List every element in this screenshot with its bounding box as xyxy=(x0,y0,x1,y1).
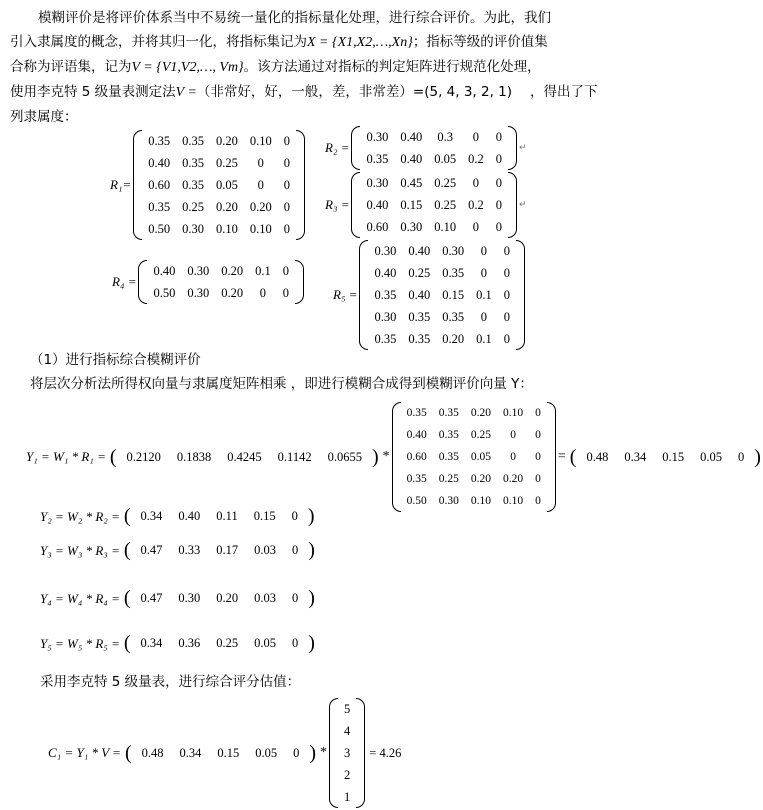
equation-y5-lhs: Y₅ = W₅ * R₅ = xyxy=(40,635,120,651)
matrix-cell: 0 xyxy=(480,265,488,280)
intro-text-2a: 引入隶属度的概念，并将其归一化，将指标集记为 xyxy=(10,34,307,50)
y4-value: 0.47 xyxy=(140,591,163,605)
weight-vector-w1: ( 0.2120 0.1838 0.4245 0.1142 0.0655 ) xyxy=(109,445,379,468)
matrix-cell: 0.40 xyxy=(408,243,431,258)
matrix-row xyxy=(368,240,516,262)
matrix-r4-table xyxy=(147,260,295,304)
matrix-r1-table xyxy=(401,402,547,512)
matrix-cell: 0 xyxy=(535,451,541,463)
matrix-cell: 0.35 xyxy=(182,155,204,170)
y1-value: 0 xyxy=(737,449,745,464)
matrix-row xyxy=(401,446,547,468)
matrix-cell: 0.60 xyxy=(406,451,427,463)
matrix-cell: 0.30 xyxy=(374,309,397,324)
matrix-cell: 0.35 xyxy=(438,407,459,419)
matrix-cell: 0.30 xyxy=(187,285,210,300)
matrix-r3-body xyxy=(351,172,517,238)
column-vector-table xyxy=(338,698,356,808)
intro-text-2b: ；指标等级的评价值集 xyxy=(412,34,548,50)
matrix-cell: 0.35 xyxy=(406,473,427,485)
matrix-cell: 0 xyxy=(472,175,480,190)
matrix-cell: 0 xyxy=(472,219,480,234)
y2-value: 0.15 xyxy=(253,509,276,523)
w1-value: 0.1838 xyxy=(176,449,212,464)
intro-paragraph xyxy=(10,6,650,129)
matrix-cell: 0.3 xyxy=(437,129,453,144)
matrix-cell: 0 xyxy=(495,151,502,166)
y3-value: 0.33 xyxy=(178,543,201,557)
w1-value: 0.4245 xyxy=(227,449,262,464)
matrix-cell: 0.35 xyxy=(182,133,204,148)
matrix-cell: 0.2 xyxy=(468,197,484,212)
matrix-cell: 0 xyxy=(535,473,541,485)
y4-value: 0.20 xyxy=(216,591,239,605)
matrix-cell: 0.25 xyxy=(470,429,491,441)
y3-value: 0 xyxy=(292,543,299,557)
y5-value: 0.05 xyxy=(254,636,277,650)
matrix-r3 xyxy=(325,172,527,238)
y4-value: 0.03 xyxy=(254,591,277,605)
matrix-cell: 0.10 xyxy=(249,133,272,148)
matrix-cell: 0 xyxy=(503,309,510,324)
matrix-cell: 0.35 xyxy=(406,407,427,419)
matrix-row xyxy=(401,424,547,446)
matrix-cell: 0.35 xyxy=(374,287,397,302)
matrix-row xyxy=(360,216,508,238)
row-vector-y1: ( 0.48 0.34 0.15 0.05 0 ) xyxy=(124,741,317,764)
intro-line-3 xyxy=(10,55,650,80)
multiply-operator: * xyxy=(320,745,328,760)
equation-y1-lhs: Y₁ = W₁ * R₁ = xyxy=(26,449,106,464)
matrix-cell: 0.35 xyxy=(148,133,171,148)
matrix-cell: 0.35 xyxy=(438,429,459,441)
matrix-r3-table xyxy=(360,172,508,238)
matrix-cell: 0 xyxy=(510,429,516,441)
y1-value: 0.05 xyxy=(700,449,722,464)
matrix-cell: 0 xyxy=(495,197,502,212)
matrix-r2-body xyxy=(351,126,517,170)
result-vector-y1: ( 0.48 0.34 0.15 0.05 0 ) xyxy=(569,445,761,468)
return-mark-icon: ↵ xyxy=(518,143,527,153)
matrix-cell: 0.1 xyxy=(476,331,492,346)
equation-c1-lhs: C₁ = Y₁ * V = xyxy=(48,745,121,760)
matrix-row xyxy=(147,282,295,304)
matrix-r2-label: R₂ = xyxy=(325,140,350,155)
matrix-cell: 0 xyxy=(472,129,480,144)
matrix-cell: 0.35 xyxy=(442,309,465,324)
matrix-cell: 0.30 xyxy=(187,263,210,278)
matrix-cell: 0.25 xyxy=(408,265,431,280)
multiply-operator: * xyxy=(382,449,390,464)
matrix-cell: 0.35 xyxy=(442,265,465,280)
result-vector-y5: ( 0.34 0.36 0.25 0.05 0 ) xyxy=(123,632,315,654)
matrix-cell: 0 xyxy=(283,221,290,236)
matrix-cell: 0 xyxy=(535,495,541,507)
c1-row-value: 0.15 xyxy=(217,745,240,760)
matrix-r5 xyxy=(333,240,525,350)
y4-value: 0 xyxy=(292,591,299,605)
matrix-cell: 0 xyxy=(283,155,290,170)
return-mark-icon: ↵ xyxy=(518,200,527,210)
equation-y2-lhs: Y₂ = W₂ * R₂ = xyxy=(40,508,120,524)
matrix-cell: 0.40 xyxy=(153,263,176,278)
matrix-cell: 0.20 xyxy=(215,199,238,214)
matrix-cell: 0.30 xyxy=(400,219,423,234)
y3-value: 0.47 xyxy=(140,543,163,557)
index-set-formula: X = {X1,X2,…,Xn} xyxy=(307,35,413,50)
matrix-cell: 0.25 xyxy=(434,197,457,212)
matrix-cell: 0.30 xyxy=(366,175,389,190)
intro-text-5: 列隶属度： xyxy=(10,109,78,125)
comment-set-formula: V = {V1,V2,…, Vm} xyxy=(131,60,244,75)
matrix-cell: 0.20 xyxy=(442,331,465,346)
matrix-cell: 0.2 xyxy=(468,151,484,166)
matrix-cell: 0 xyxy=(503,287,510,302)
matrix-row xyxy=(147,260,295,282)
matrix-cell: 0.10 xyxy=(470,495,491,507)
matrix-cell: 0.30 xyxy=(442,243,465,258)
equals-operator: = xyxy=(557,449,566,464)
equation-y1 xyxy=(26,402,763,512)
matrix-cell: 0 xyxy=(282,285,289,300)
column-vector-v xyxy=(329,698,365,808)
c1-row-value: 0.05 xyxy=(255,745,278,760)
v-value: 1 xyxy=(344,789,351,804)
intro-text-4a: 使用李克特 5 级量表测定法 xyxy=(10,84,176,100)
section-2 xyxy=(10,670,650,694)
matrix-cell: 0.50 xyxy=(148,221,171,236)
matrix-row xyxy=(368,262,516,284)
intro-line-2 xyxy=(10,30,650,55)
c1-row-value: 0.34 xyxy=(179,745,202,760)
y4-value: 0.30 xyxy=(178,591,201,605)
matrix-cell: 0.40 xyxy=(406,429,427,441)
matrix-row xyxy=(401,468,547,490)
matrix-cell: 0.20 xyxy=(470,407,491,419)
matrix-cell: 0.35 xyxy=(374,331,397,346)
w1-value: 0.1142 xyxy=(277,449,312,464)
matrix-r1 xyxy=(110,130,305,240)
matrix-cell: 0.20 xyxy=(215,133,238,148)
matrix-row xyxy=(142,130,296,152)
matrix-r4-label: R₄ = xyxy=(112,274,137,289)
matrix-cell: 0 xyxy=(259,285,267,300)
matrix-cell: 0 xyxy=(283,177,290,192)
result-vector-y4: ( 0.47 0.30 0.20 0.03 0 ) xyxy=(123,587,315,609)
section-1 xyxy=(10,348,650,396)
y1-value: 0.34 xyxy=(624,449,647,464)
y5-value: 0 xyxy=(292,636,299,650)
matrix-cell: 0.30 xyxy=(374,243,397,258)
matrix-r1-table xyxy=(142,130,296,240)
matrix-cell: 0 xyxy=(257,177,264,192)
matrix-cell: 0.45 xyxy=(400,175,423,190)
c1-result: = 4.26 xyxy=(369,745,402,760)
intro-text-3b: 。该方法通过对指标的判定矩阵进行规范化处理， xyxy=(243,59,541,75)
matrix-r5-body xyxy=(359,240,525,350)
y1-value: 0.15 xyxy=(662,449,685,464)
matrix-cell: 0.05 xyxy=(470,451,491,463)
matrix-row xyxy=(360,126,508,148)
matrix-cell: 0.30 xyxy=(438,495,459,507)
matrix-cell: 0 xyxy=(495,175,502,190)
matrix-cell: 0 xyxy=(495,219,502,234)
matrix-cell: 0.40 xyxy=(408,287,431,302)
matrix-cell: 0.40 xyxy=(400,151,423,166)
matrix-cell: 0 xyxy=(480,309,488,324)
matrix-r2 xyxy=(325,126,527,170)
matrix-cell: 0 xyxy=(282,263,289,278)
matrix-r5-label: R₅ = xyxy=(333,287,358,302)
matrix-row xyxy=(360,172,508,194)
matrix-cell: 0.1 xyxy=(476,287,492,302)
intro-text-1: 模糊评价是将评价体系当中不易统一量化的指标量化处理，进行综合评价。为此，我们 xyxy=(38,10,551,26)
matrix-r4-body xyxy=(138,260,304,304)
equation-y2 xyxy=(40,505,317,528)
matrix-cell: 0.10 xyxy=(503,407,524,419)
result-vector-y2: ( 0.34 0.40 0.11 0.15 0 ) xyxy=(123,505,315,527)
matrix-row xyxy=(360,194,508,216)
matrix-r1-body xyxy=(133,130,305,240)
matrix-cell: 0.35 xyxy=(438,451,459,463)
y2-value: 0.34 xyxy=(140,509,163,523)
matrix-cell: 0.40 xyxy=(374,265,397,280)
equation-y4 xyxy=(40,587,317,610)
matrix-cell: 0.40 xyxy=(148,155,171,170)
equation-y5 xyxy=(40,632,317,655)
matrix-cell: 0.30 xyxy=(182,221,204,236)
y2-value: 0.40 xyxy=(178,509,201,523)
intro-line-4 xyxy=(10,80,650,105)
matrix-cell: 0 xyxy=(283,199,290,214)
y1-value: 0.48 xyxy=(586,449,609,464)
matrix-cell: 0 xyxy=(535,429,541,441)
matrix-cell: 0.40 xyxy=(400,129,423,144)
matrix-cell: 0.15 xyxy=(442,287,465,302)
equation-c1 xyxy=(48,698,401,808)
matrix-cell: 0 xyxy=(503,243,510,258)
intro-text-3a: 合称为评语集，记为 xyxy=(10,59,132,75)
matrix-cell: 0 xyxy=(283,133,290,148)
matrix-r5-table xyxy=(368,240,516,350)
matrix-r4 xyxy=(112,260,304,304)
y3-value: 0.03 xyxy=(254,543,277,557)
matrix-cell: 0.10 xyxy=(434,219,457,234)
matrix-cell: 0.35 xyxy=(366,151,389,166)
equation-y4-lhs: Y₄ = W₄ * R₄ = xyxy=(40,590,120,606)
matrix-cell: 0.25 xyxy=(182,199,204,214)
w1-value: 0.0655 xyxy=(327,449,362,464)
matrix-cell: 0.20 xyxy=(249,199,272,214)
matrix-cell: 0.25 xyxy=(438,473,459,485)
matrix-cell: 0.50 xyxy=(153,285,176,300)
y3-value: 0.17 xyxy=(216,543,239,557)
section-1-text: 将层次分析法所得权向量与隶属度矩阵相乘 ，即进行模糊合成得到模糊评价向量 Y： xyxy=(30,376,533,392)
matrix-cell: 0.50 xyxy=(406,495,427,507)
matrix-cell: 0.1 xyxy=(255,263,271,278)
matrix-cell: 0.10 xyxy=(503,495,524,507)
matrix-cell: 0.60 xyxy=(366,219,389,234)
c1-row-value: 0.48 xyxy=(141,745,164,760)
matrix-row xyxy=(142,218,296,240)
matrix-r2-table xyxy=(360,126,508,170)
matrix-row xyxy=(368,328,516,350)
v-value: 5 xyxy=(344,701,351,716)
intro-text-4c: ，得出了下 xyxy=(530,84,598,100)
w1-value: 0.2120 xyxy=(126,449,161,464)
matrix-cell: 0.40 xyxy=(366,197,389,212)
matrix-row xyxy=(401,490,547,512)
y5-value: 0.34 xyxy=(140,636,163,650)
matrix-row xyxy=(360,148,508,170)
matrix-cell: 0 xyxy=(535,407,541,419)
matrix-cell: 0.15 xyxy=(400,197,423,212)
matrix-r1-label: R₁= xyxy=(110,177,132,192)
v-value: 2 xyxy=(344,767,351,782)
matrix-cell: 0.10 xyxy=(249,221,272,236)
matrix-row xyxy=(401,402,547,424)
matrix-cell: 0.20 xyxy=(470,473,491,485)
matrix-cell: 0.25 xyxy=(215,155,238,170)
y2-value: 0 xyxy=(291,509,298,523)
y5-value: 0.36 xyxy=(178,636,201,650)
matrix-cell: 0.10 xyxy=(215,221,238,236)
equation-y3-lhs: Y₃ = W₃ * R₃ = xyxy=(40,542,120,558)
matrix-cell: 0.20 xyxy=(221,285,244,300)
matrix-cell: 0.25 xyxy=(434,175,457,190)
matrix-cell: 0.35 xyxy=(408,309,431,324)
section-1-heading: （1）进行指标综合模糊评价 xyxy=(30,352,201,368)
result-vector-y3: ( 0.47 0.33 0.17 0.03 0 ) xyxy=(123,539,315,561)
equation-y3 xyxy=(40,539,317,562)
intro-text-4b: （非常好，好，一般，差，非常差）=(5, 4, 3, 2, 1) xyxy=(196,84,513,100)
matrix-row xyxy=(142,152,296,174)
matrix-cell: 0 xyxy=(503,331,510,346)
matrix-cell: 0.60 xyxy=(148,177,171,192)
matrix-cell: 0 xyxy=(480,243,488,258)
y5-value: 0.25 xyxy=(216,636,239,650)
matrix-cell: 0.05 xyxy=(215,177,238,192)
v-eq-formula: V = xyxy=(175,85,197,100)
matrix-cell: 0 xyxy=(510,451,516,463)
section-2-text: 采用李克特 5 级量表，进行综合评分估值： xyxy=(40,674,301,690)
matrix-row xyxy=(368,284,516,306)
matrix-cell: 0.35 xyxy=(148,199,171,214)
matrix-cell: 0 xyxy=(495,129,502,144)
matrix-cell: 0.30 xyxy=(366,129,389,144)
y2-value: 0.11 xyxy=(216,509,238,523)
v-value: 4 xyxy=(344,723,351,738)
matrix-cell: 0 xyxy=(257,155,264,170)
matrix-cell: 0.05 xyxy=(434,151,457,166)
matrix-row xyxy=(142,196,296,218)
v-value: 3 xyxy=(344,745,351,760)
matrix-row xyxy=(368,306,516,328)
matrix-cell: 0.20 xyxy=(221,263,244,278)
c1-row-value: 0 xyxy=(293,745,300,760)
matrix-cell: 0.20 xyxy=(503,473,524,485)
matrix-cell: 0.35 xyxy=(182,177,204,192)
intro-line-1 xyxy=(10,6,650,30)
matrix-cell: 0 xyxy=(503,265,510,280)
matrix-cell: 0.35 xyxy=(408,331,431,346)
equation-y1-matrix xyxy=(392,402,556,512)
matrix-row xyxy=(142,174,296,196)
matrix-r3-label: R₃ = xyxy=(325,197,350,212)
